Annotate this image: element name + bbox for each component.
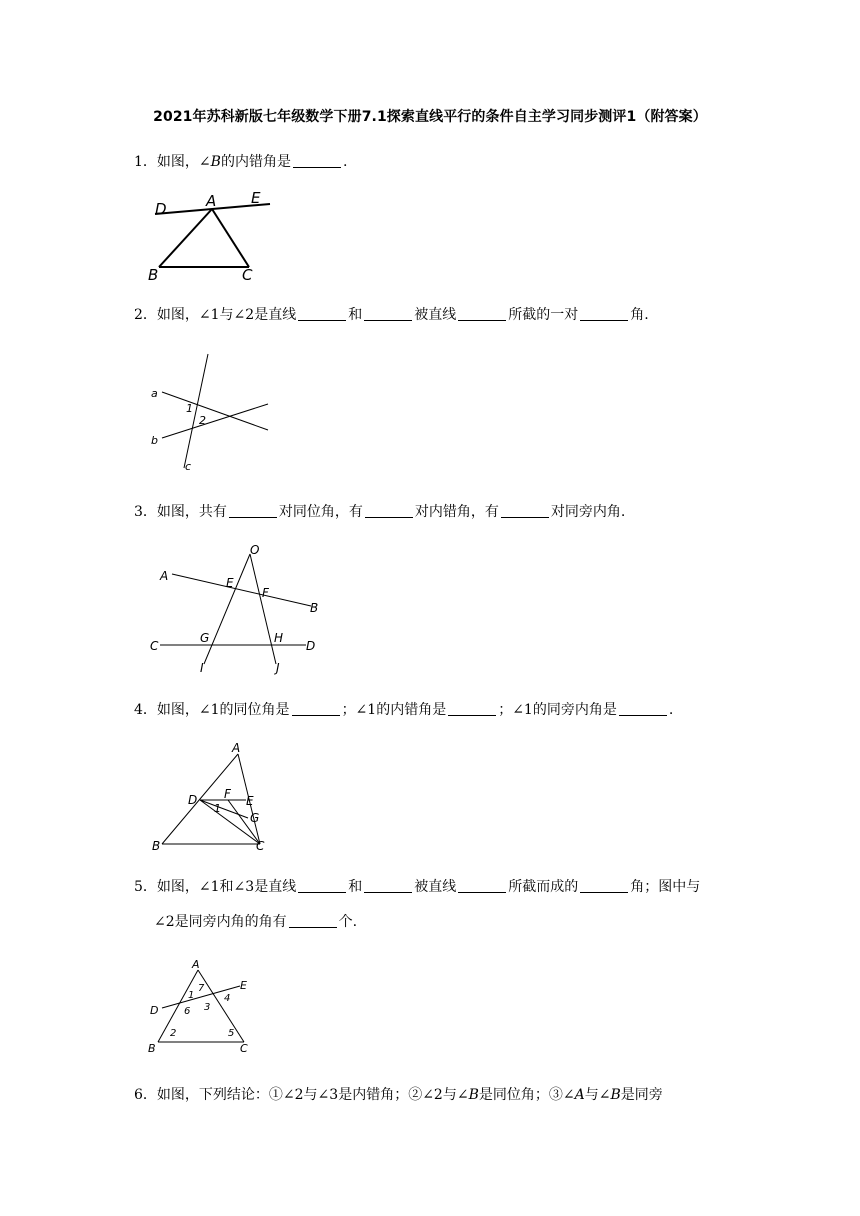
figure-label: C [256, 839, 265, 853]
question-text: 角；图中与 [630, 879, 701, 895]
figure-label: E [226, 576, 234, 590]
figure-label: B [148, 266, 159, 284]
answer-blank[interactable] [292, 701, 340, 716]
figure-label: E [240, 979, 247, 992]
figure-label: 5 [228, 1028, 235, 1039]
question-text: ∠2是同旁内角的角有 [154, 914, 287, 930]
question-text: 被直线 [414, 307, 457, 323]
question-number: 4． [134, 702, 157, 718]
question-number: 2． [134, 307, 157, 323]
question-text: 对同旁内角. [550, 504, 626, 520]
question-text: 被直线 [414, 879, 457, 895]
figure-label: 1 [214, 802, 221, 815]
figure-label: B [148, 1042, 156, 1055]
answer-blank[interactable] [365, 503, 413, 518]
answer-blank[interactable] [364, 878, 412, 893]
figure-label: c [185, 460, 192, 473]
question-number: 5． [134, 879, 157, 895]
answer-blank[interactable] [298, 878, 346, 893]
figure-label: 3 [204, 1002, 211, 1013]
question-text: . [342, 154, 348, 170]
figure-label: D [188, 793, 198, 807]
answer-blank[interactable] [289, 913, 337, 928]
figure-label: G [200, 631, 210, 645]
question-1 [134, 152, 347, 172]
question-text: ；∠1的同旁内角是 [498, 702, 617, 718]
figure-label: D [150, 1004, 159, 1017]
answer-blank[interactable] [580, 878, 628, 893]
answer-blank[interactable] [364, 306, 412, 321]
figure-5-triangle [148, 956, 278, 1066]
figure-label: 6 [184, 1006, 191, 1017]
figure-label: E [246, 794, 254, 808]
figure-label: D [155, 200, 167, 218]
figure-label: 1 [186, 402, 193, 415]
question-number: 6． [134, 1087, 157, 1103]
figure-label: D [306, 639, 316, 653]
question-text: A [574, 1087, 585, 1103]
answer-blank[interactable] [619, 701, 667, 716]
answer-blank[interactable] [458, 878, 506, 893]
question-2 [134, 305, 649, 325]
question-text: 所截的一对 [508, 307, 579, 323]
answer-blank[interactable] [580, 306, 628, 321]
page-title: 2021年苏科新版七年级数学下册7.1探索直线平行的条件自主学习同步测评1（附答案） [153, 109, 707, 125]
figure-label: F [224, 787, 231, 801]
question-5 [134, 877, 700, 897]
question-text: 如图，下列结论：①∠2与∠3是内错角；②∠2与∠ [156, 1087, 469, 1103]
answer-blank[interactable] [458, 306, 506, 321]
question-text: 所截而成的 [508, 879, 579, 895]
answer-blank[interactable] [501, 503, 549, 518]
question-text: 个. [338, 914, 358, 930]
figure-label: A [206, 192, 217, 210]
answer-blank[interactable] [229, 503, 277, 518]
figure-label: A [232, 741, 241, 755]
question-text: 和 [348, 879, 363, 895]
question-text: 的内错角是 [220, 154, 291, 170]
figure-label: A [160, 569, 169, 583]
figure-label: C [242, 266, 253, 284]
question-text: 如图，共有 [156, 504, 227, 520]
question-text: 如图，∠1的同位角是 [156, 702, 290, 718]
question-3 [134, 502, 625, 522]
question-text: 和 [348, 307, 363, 323]
figure-label: J [276, 661, 280, 675]
question-text: 是同旁 [620, 1087, 663, 1103]
figure-label: b [151, 434, 158, 447]
figure-label: 2 [199, 414, 206, 427]
figure-label: C [240, 1042, 248, 1055]
figure-label: 1 [188, 990, 195, 1001]
question-text: 如图，∠ [156, 154, 211, 170]
question-6 [134, 1085, 663, 1105]
answer-blank[interactable] [448, 701, 496, 716]
figure-label: I [200, 661, 204, 675]
figure-1-triangle [145, 190, 305, 290]
figure-label: F [262, 586, 269, 600]
figure-label: A [192, 958, 200, 971]
question-text: B [210, 154, 221, 170]
figure-label: 2 [170, 1028, 177, 1039]
figure-label: 4 [224, 993, 231, 1004]
figure-4-triangle [148, 738, 288, 858]
question-text: 角. [630, 307, 649, 323]
figure-label: 7 [198, 983, 205, 994]
question-text: ；∠1的内错角是 [341, 702, 447, 718]
question-text: 是同位角；③∠ [478, 1087, 575, 1103]
answer-blank[interactable] [298, 306, 346, 321]
question-number: 3． [134, 504, 157, 520]
question-text: 如图，∠1和∠3是直线 [156, 879, 297, 895]
question-text: 对内错角，有 [414, 504, 499, 520]
answer-blank[interactable] [293, 153, 341, 168]
figure-label: B [152, 839, 161, 853]
figure-label: B [310, 601, 319, 615]
question-text: . [668, 702, 674, 718]
figure-label: a [151, 387, 158, 400]
question-number: 1． [134, 154, 157, 170]
question-5-line-2 [154, 912, 357, 932]
figure-3-lines [146, 540, 346, 680]
question-text: 对同位角，有 [278, 504, 363, 520]
question-text: 如图，∠1与∠2是直线 [156, 307, 297, 323]
figure-label: O [250, 543, 260, 557]
question-text: B [468, 1087, 479, 1103]
question-4 [134, 700, 673, 720]
figure-label: H [274, 631, 284, 645]
figure-label: G [250, 811, 260, 825]
question-text: B [610, 1087, 621, 1103]
question-text: 与∠ [584, 1087, 611, 1103]
figure-label: E [251, 189, 261, 207]
figure-label: C [150, 639, 159, 653]
figure-2-lines [148, 350, 288, 480]
